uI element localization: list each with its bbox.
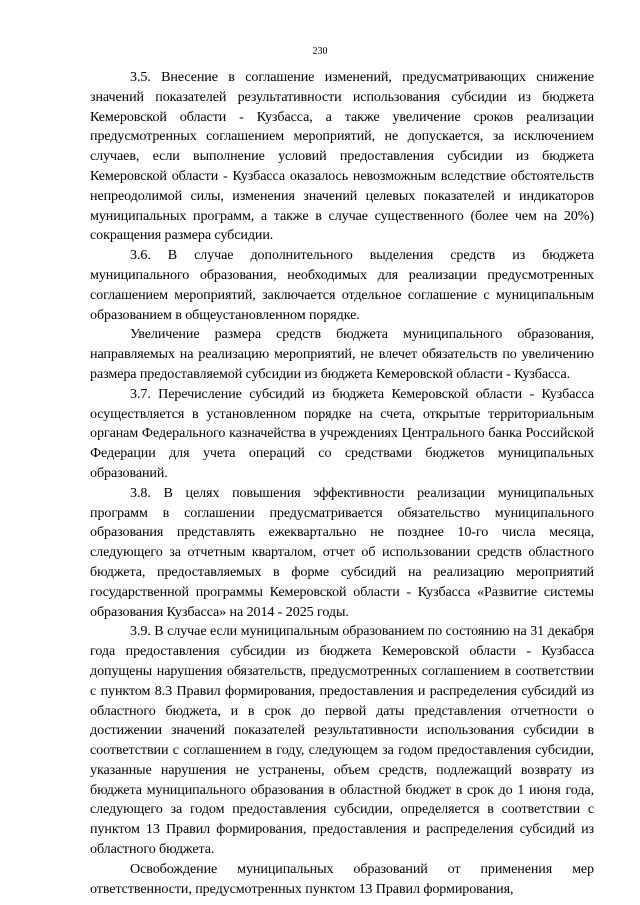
paragraph-increase: Увеличение размера средств бюджета муниципального образования, направляемых на реализацию мероприятий, не влечет обязательств по увеличению размера предоставляемой субсидии из бюджета Кемеровской области - Кузбасса. [90,326,594,382]
paragraph-3-8: 3.8. В целях повышения эффективности реализации муниципальных программ в соглашении предусматривается обязательство муниципального образования представлять ежеквартально не позднее 10-го числа месяца, следующего за отчетным кварталом, отчет об использовании средств областного бюджета, предоставляемых в форме субсидий на реализацию мероприятий государственной программы Кемеровской области - Кузбасса «Развитие системы образования Кузбасса» на 2014 - 2025 годы. [90,484,594,620]
document-body [90,68,594,899]
paragraph-exemption: Освобождение муниципальных образований от применения мер ответственности, предусмотренных пунктом 13 Правил формирования, [90,860,594,897]
paragraph-3-9: 3.9. В случае если муниципальным образованием по состоянию на 31 декабря года предоставления субсидии из бюджета Кемеровской области - Кузбасса допущены нарушения обязательств, предусмотренных соглашением в соответствии с пунктом 8.3 Правил формирования, предоставления и распределения субсидий из областного бюджета, и в срок до первой даты представления отчетности о достижении значений показателей результативности использования субсидии в соответствии с соглашением в году, следующем за годом предоставления субсидии, указанные нарушения не устранены, объем средств, подлежащий возврату из бюджета муниципального образования в областной бюджет в срок до 1 июня года, следующего за годом предоставления субсидии, определяется в соответствии с пунктом 13 Правил формирования, предоставления и распределения субсидий из областного бюджета. [90,623,594,858]
page-number: 230 [312,46,328,57]
paragraph-3-5: 3.5. Внесение в соглашение изменений, предусматривающих снижение значений показателей результативности использования субсидии из бюджета Кемеровской области - Кузбасса, а также увеличение сроков реализации предусмотренных соглашением мероприятий, не допускается, за исключением случаев, если выполнение условий предоставления субсидии из бюджета Кемеровской области - Кузбасса оказалось невозможным вследствие обстоятельств непреодолимой силы, изменения значений целевых показателей и индикаторов муниципальных программ, а также в случае существенного (более чем на 20%) сокращения размера субсидии. [90,69,594,244]
paragraph-3-7: 3.7. Перечисление субсидий из бюджета Кемеровской области - Кузбасса осуществляется в установленном порядке на счета, открытые территориальным органам Федерального казначейства в учреждениях Центрального банка Российской Федерации для учета операций со средствами бюджетов муниципальных образований. [90,385,594,481]
paragraph-3-6: 3.6. В случае дополнительного выделения средств из бюджета муниципального образования, необходимых для реализации предусмотренных соглашением мероприятий, заключается отдельное соглашение с муниципальным образованием в общеустановленном порядке. [90,247,594,323]
